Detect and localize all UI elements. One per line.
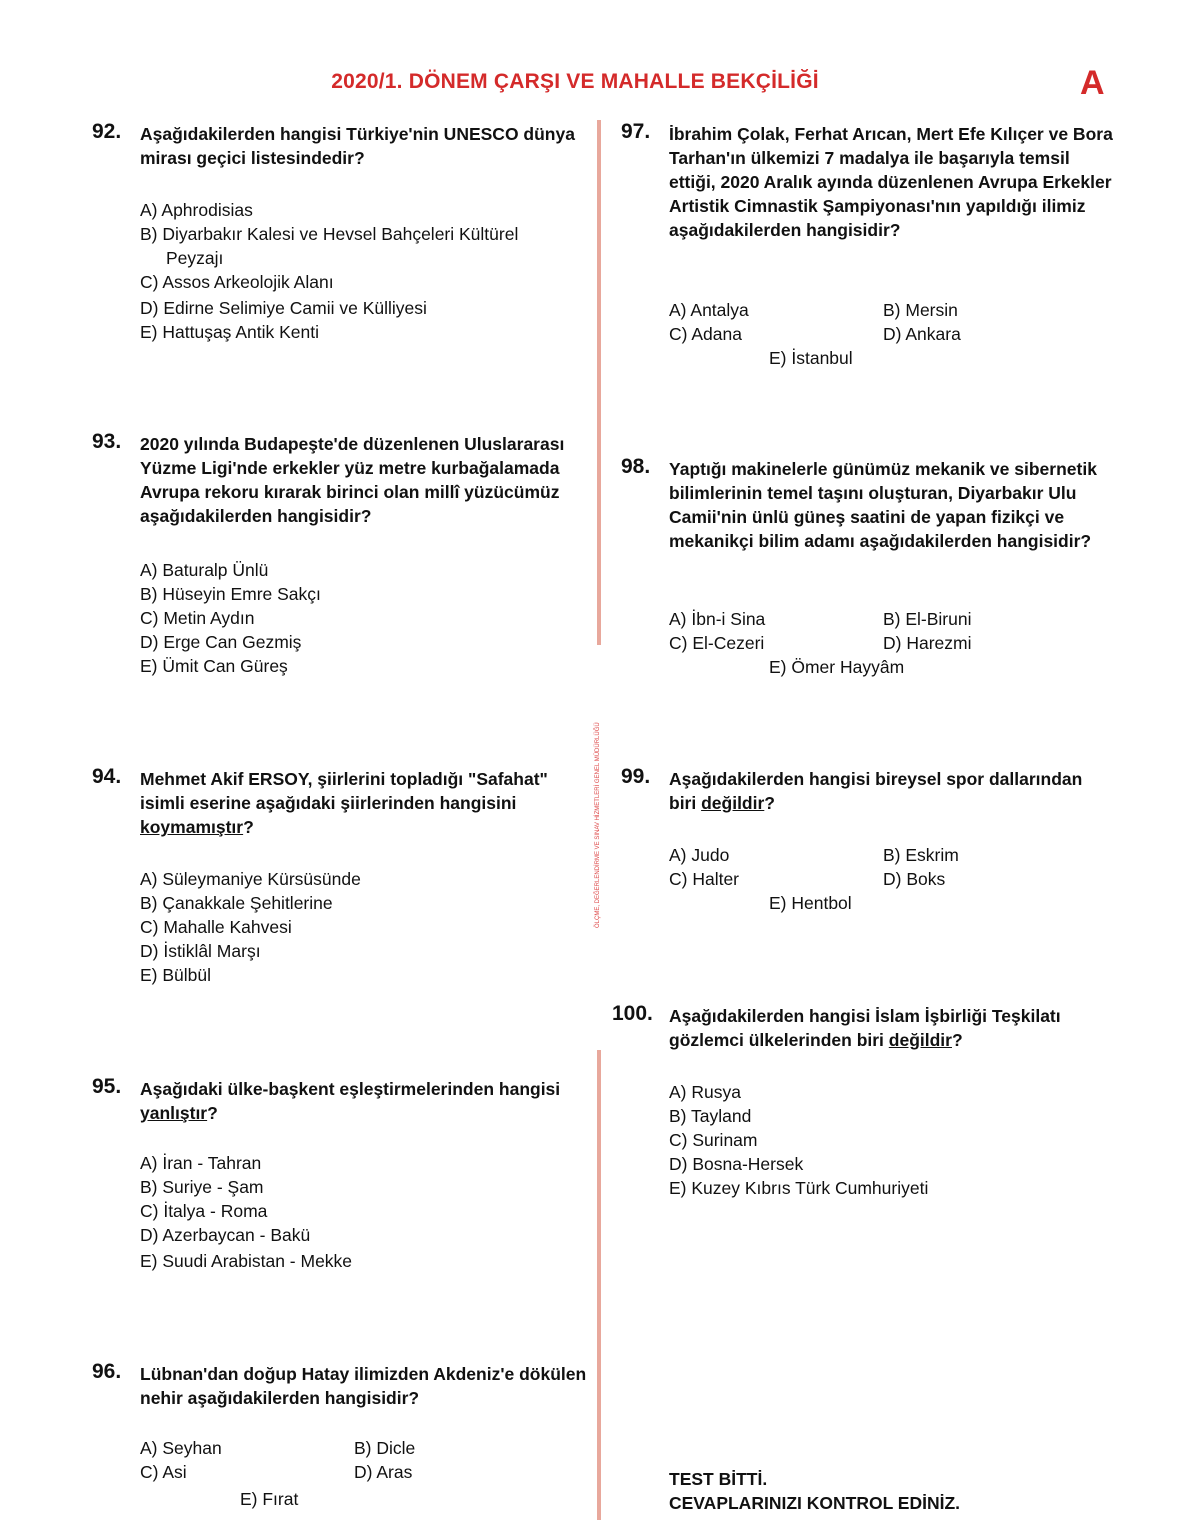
question-text-emphasis: değildir — [888, 1030, 952, 1050]
question-text-emphasis: değildir — [701, 793, 765, 813]
question-number: 98. — [621, 455, 651, 478]
option-c[interactable]: C) Mahalle Kahvesi — [140, 917, 292, 937]
question-text — [669, 1004, 1109, 1052]
question-text-start: Aşağıdakilerden hangisi İslam İşbirliği Teşkilatı gözlemci ülkelerinden biri — [669, 1006, 1061, 1050]
option-b[interactable]: B) Diyarbakır Kalesi ve Hevsel Bahçeleri Kültürel — [140, 224, 519, 244]
side-note: ÖLÇME, DEĞERLENDİRME VE SINAV HİZMETLERİ GENEL MÜDÜRLÜĞÜ — [595, 722, 601, 928]
option-d[interactable]: D) Harezmi — [883, 633, 972, 653]
option-d[interactable]: D) Ankara — [883, 324, 961, 344]
question-text: Aşağıdakilerden hangisi Türkiye'nin UNESCO dünya mirası geçici listesindedir? — [140, 124, 575, 168]
option-e[interactable]: E) İstanbul — [769, 348, 853, 368]
option-d[interactable]: D) İstiklâl Marşı — [140, 941, 261, 961]
question-text-start: Mehmet Akif ERSOY, şiirlerini topladığı "Safahat" isimli eserine aşağıdaki şiirlerinden hangisini — [140, 769, 548, 813]
option-c[interactable]: C) Asi — [140, 1462, 187, 1482]
question-100 — [612, 1002, 1122, 1212]
option-e[interactable]: E) Suudi Arabistan - Mekke — [140, 1251, 353, 1271]
test-end-line: TEST BİTTİ. — [669, 1469, 768, 1489]
option-e[interactable]: E) Hattuşaş Antik Kenti — [140, 322, 319, 342]
option-c[interactable]: C) Assos Arkeolojik Alanı — [140, 272, 334, 292]
page-title: 2020/1. DÖNEM ÇARŞI VE MAHALLE BEKÇİLİĞİ — [331, 70, 819, 93]
option-b[interactable]: B) Tayland — [669, 1106, 752, 1126]
question-93 — [92, 430, 592, 690]
question-94 — [92, 765, 592, 995]
option-d[interactable]: D) Bosna-Hersek — [669, 1154, 804, 1174]
column-divider-bottom — [597, 1050, 601, 1520]
question-text-end: ? — [951, 1030, 963, 1050]
option-e[interactable]: E) Ümit Can Güreş — [140, 656, 288, 676]
option-a[interactable]: A) İbn-i Sina — [669, 609, 766, 629]
option-c[interactable]: C) Adana — [669, 324, 742, 344]
question-text-end: ? — [764, 793, 775, 813]
option-a[interactable]: A) Süleymaniye Kürsüsünde — [140, 869, 361, 889]
option-b[interactable]: B) Eskrim — [883, 845, 959, 865]
question-text — [140, 1077, 580, 1125]
option-a[interactable]: A) Rusya — [669, 1082, 741, 1102]
question-number: 94. — [92, 765, 122, 788]
option-c[interactable]: C) Surinam — [669, 1130, 758, 1150]
option-b[interactable]: B) Mersin — [883, 300, 958, 320]
question-number: 97. — [621, 120, 651, 143]
option-b[interactable]: B) Hüseyin Emre Sakçı — [140, 584, 321, 604]
question-text: Lübnan'dan doğup Hatay ilimizden Akdeniz'e dökülen nehir aşağıdakilerden hangisidir? — [140, 1364, 587, 1408]
option-e[interactable]: E) Kuzey Kıbrıs Türk Cumhuriyeti — [669, 1178, 929, 1198]
question-text-end: ? — [207, 1103, 218, 1123]
option-e[interactable]: E) Fırat — [240, 1489, 299, 1509]
check-answers-line: CEVAPLARINIZI KONTROL EDİNİZ. — [669, 1493, 961, 1513]
question-95 — [92, 1075, 592, 1285]
question-97 — [621, 120, 1121, 380]
option-a[interactable]: A) Judo — [669, 845, 730, 865]
question-text: Yaptığı makinelerle günümüz mekanik ve sibernetik bilimlerinin temel taşını oluşturan, Diyarbakır Ulu Camii'nin ünlü güneş saatini de yapan fizikçi ve mekanikçi bilim adamı aşağıdakilerden hangisidir? — [669, 459, 1097, 551]
question-98 — [621, 455, 1121, 685]
question-96 — [92, 1360, 592, 1515]
question-text — [140, 767, 580, 839]
option-e[interactable]: E) Ömer Hayyâm — [769, 657, 905, 677]
option-c[interactable]: C) Halter — [669, 869, 740, 889]
question-text-start: Aşağıdaki ülke-başkent eşleştirmelerinden hangisi — [140, 1079, 561, 1099]
option-c[interactable]: C) İtalya - Roma — [140, 1201, 268, 1221]
option-b[interactable]: B) Çanakkale Şehitlerine — [140, 893, 333, 913]
option-c[interactable]: C) El-Cezeri — [669, 633, 765, 653]
question-number: 95. — [92, 1075, 122, 1098]
option-e[interactable]: E) Hentbol — [769, 893, 852, 913]
question-number: 92. — [92, 120, 122, 143]
question-text: İbrahim Çolak, Ferhat Arıcan, Mert Efe Kılıçer ve Bora Tarhan'ın ülkemizi 7 madalya ile başarıyla temsil ettiği, 2020 Aralık ayında düzenlenen Avrupa Erkekler Artistik Cimnastik Şampiyonası'nın yapıldığı ilimiz aşağıdakilerden hangisidir? — [669, 124, 1113, 240]
question-number: 93. — [92, 430, 122, 453]
question-92 — [92, 120, 592, 360]
question-number: 100. — [612, 1002, 653, 1025]
option-d[interactable]: D) Erge Can Gezmiş — [140, 632, 302, 652]
option-c[interactable]: C) Metin Aydın — [140, 608, 255, 628]
column-divider-top — [597, 120, 601, 645]
booklet-letter: A — [1080, 64, 1105, 102]
question-text-end: ? — [243, 817, 254, 837]
question-text — [669, 767, 1109, 815]
question-text-start: Aşağıdakilerden hangisi bireysel spor dallarından biri — [669, 769, 1083, 813]
option-b[interactable]: B) El-Biruni — [883, 609, 972, 629]
question-number: 99. — [621, 765, 651, 788]
option-b[interactable]: B) Suriye - Şam — [140, 1177, 264, 1197]
option-d[interactable]: D) Edirne Selimiye Camii ve Külliyesi — [140, 298, 427, 318]
question-text-emphasis: yanlıştır — [140, 1103, 208, 1123]
option-d[interactable]: D) Boks — [883, 869, 946, 889]
option-e[interactable]: E) Bülbül — [140, 965, 212, 985]
question-99 — [621, 765, 1121, 925]
option-a[interactable]: A) Baturalp Ünlü — [140, 560, 269, 580]
option-a[interactable]: A) Antalya — [669, 300, 749, 320]
question-text-emphasis: koymamıştır — [140, 817, 244, 837]
option-b[interactable]: B) Dicle — [354, 1438, 416, 1458]
option-d[interactable]: D) Aras — [354, 1462, 413, 1482]
question-number: 96. — [92, 1360, 122, 1383]
option-d[interactable]: D) Azerbaycan - Bakü — [140, 1225, 311, 1245]
option-a[interactable]: A) İran - Tahran — [140, 1153, 262, 1173]
question-text: 2020 yılında Budapeşte'de düzenlenen Uluslararası Yüzme Ligi'nde erkekler yüz metre kurbağalamada Avrupa rekoru kırarak birinci olan millî yüzücümüz aşağıdakilerden hangisidir? — [140, 434, 565, 526]
option-a[interactable]: A) Seyhan — [140, 1438, 222, 1458]
option-a[interactable]: A) Aphrodisias — [140, 200, 253, 220]
test-end-notice — [669, 1467, 960, 1515]
option-b-continued: Peyzajı — [166, 248, 224, 268]
